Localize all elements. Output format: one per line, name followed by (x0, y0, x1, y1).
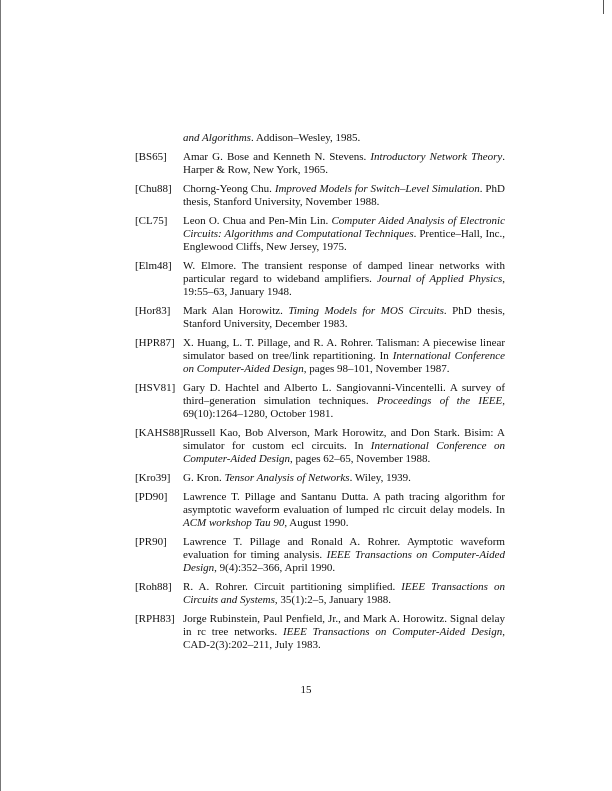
reference-body (183, 215, 505, 254)
reference-text: , pages 62–65, November 1988. (290, 453, 431, 465)
reference-title: Computer Aided Analysis of Electronic Circuits: Algorithms and Computational Techniques (183, 215, 505, 240)
reference-text: R. A. Rohrer. Circuit partitioning simplified. (183, 581, 402, 593)
reference-body (183, 472, 505, 485)
reference-title: IEEE Transactions on Circuits and Systems (183, 581, 505, 606)
reference-list (135, 151, 505, 652)
bibliography (135, 132, 505, 658)
reference-text: , 35(1):2–5, January 1988. (274, 594, 391, 606)
page-edge-line (0, 0, 1, 791)
reference-title: Improved Models for Switch–Level Simulation (274, 183, 480, 195)
reference-key: [Elm48] (135, 260, 172, 272)
reference-body (183, 613, 505, 652)
reference-text: Mark Alan Horowitz. (183, 305, 289, 317)
reference-title: Proceedings of the IEEE (376, 395, 503, 407)
reference-entry (135, 382, 505, 421)
reference-body (183, 382, 505, 421)
reference-title: Tensor Analysis of Networks (224, 472, 350, 484)
reference-text: , 9(4):352–366, April 1990. (214, 562, 336, 574)
reference-entry (135, 337, 505, 376)
reference-entry (135, 581, 505, 607)
reference-entry (135, 613, 505, 652)
reference-text: . Harper & Row, New York, 1965. (183, 151, 505, 176)
reference-title: ACM workshop Tau 90 (183, 517, 285, 529)
reference-entry (135, 305, 505, 331)
reference-body (183, 305, 505, 331)
reference-title: IEEE Transactions on Computer-Aided Design (183, 549, 505, 574)
page-corner-mark (603, 0, 604, 14)
reference-key: [HPR87] (135, 337, 175, 349)
reference-text: , pages 98–101, November 1987. (303, 363, 450, 375)
reference-entry (135, 183, 505, 209)
reference-text: Amar G. Bose and Kenneth N. Stevens. (183, 151, 371, 163)
reference-key: [PR90] (135, 536, 167, 548)
reference-body (183, 260, 505, 299)
reference-entry (135, 472, 505, 485)
reference-key: [Roh88] (135, 581, 172, 593)
reference-text: , 69(10):1264–1280, October 1981. (183, 395, 505, 420)
reference-title: Timing Models for MOS Circuits (288, 305, 444, 317)
reference-body (183, 581, 505, 607)
continued-reference (135, 132, 505, 145)
reference-text: . PhD thesis, Stanford University, November 1988. (183, 183, 505, 208)
reference-key: [CL75] (135, 215, 168, 227)
reference-entry (135, 536, 505, 575)
reference-entry (135, 427, 505, 466)
reference-key: [Hor83] (135, 305, 171, 317)
reference-title: International Conference on Computer-Aided Design (183, 350, 505, 375)
reference-body (183, 183, 505, 209)
reference-title: Journal of Applied Physics (376, 273, 503, 285)
reference-body (183, 151, 505, 177)
reference-key: [PD90] (135, 491, 168, 503)
reference-key: [RPH83] (135, 613, 175, 625)
reference-entry (135, 151, 505, 177)
reference-title: Introductory Network Theory (370, 151, 503, 163)
reference-text: . Prentice–Hall, Inc., Englewood Cliffs, New Jersey, 1975. (183, 228, 506, 253)
reference-text: Leon O. Chua and Pen-Min Lin. (183, 215, 332, 227)
reference-text: Russell Kao, Bob Alverson, Mark Horowitz, and Don Stark. Bisim: A simulator for custom ecl circuits. In (183, 427, 505, 452)
reference-text: G. Kron. (183, 472, 225, 484)
reference-text: Gary D. Hachtel and Alberto L. Sangiovanni-Vincentelli. A survey of third–generation simulation techniques. (183, 382, 505, 407)
reference-text: . Addison–Wesley, 1985. (250, 132, 361, 144)
reference-text: Lawrence T. Pillage and Santanu Dutta. A path tracing algorithm for asymptotic waveform evaluation of lumped rlc circuit delay models. In (183, 491, 505, 516)
reference-body (183, 491, 505, 530)
reference-key: [Chu88] (135, 183, 172, 195)
reference-text: . PhD thesis, Stanford University, December 1983. (183, 305, 505, 330)
reference-text: W. Elmore. The transient response of damped linear networks with particular regard to wideband amplifiers. (183, 260, 505, 285)
reference-key: [BS65] (135, 151, 167, 163)
reference-text: , CAD-2(3):202–211, July 1983. (183, 626, 505, 651)
reference-text: Chorng-Yeong Chu. (183, 183, 275, 195)
reference-body (183, 337, 505, 376)
reference-key: [Kro39] (135, 472, 171, 484)
reference-text: , August 1990. (284, 517, 349, 529)
reference-key: [KAHS88] (135, 427, 184, 439)
reference-title: and Algorithms (183, 132, 251, 144)
reference-entry (135, 215, 505, 254)
reference-body (183, 427, 505, 466)
reference-text: . Wiley, 1939. (349, 472, 411, 484)
reference-entry (135, 260, 505, 299)
reference-entry (135, 491, 505, 530)
reference-text: Jorge Rubinstein, Paul Penfield, Jr., and Mark A. Horowitz. Signal delay in rc tree networks. (183, 613, 505, 638)
reference-text: Lawrence T. Pillage and Ronald A. Rohrer. Aymptotic waveform evaluation for timing analysis. (183, 536, 505, 561)
page-number: 15 (300, 684, 312, 696)
reference-title: IEEE Transactions on Computer-Aided Design (282, 626, 503, 638)
reference-text: X. Huang, L. T. Pillage, and R. A. Rohrer. Talisman: A piecewise linear simulator based on tree/link repartitioning. In (183, 337, 505, 362)
reference-text: , 19:55–63, January 1948. (183, 273, 505, 298)
reference-key: [HSV81] (135, 382, 176, 394)
reference-body (183, 536, 505, 575)
reference-title: International Conference on Computer-Aided Design (183, 440, 505, 465)
